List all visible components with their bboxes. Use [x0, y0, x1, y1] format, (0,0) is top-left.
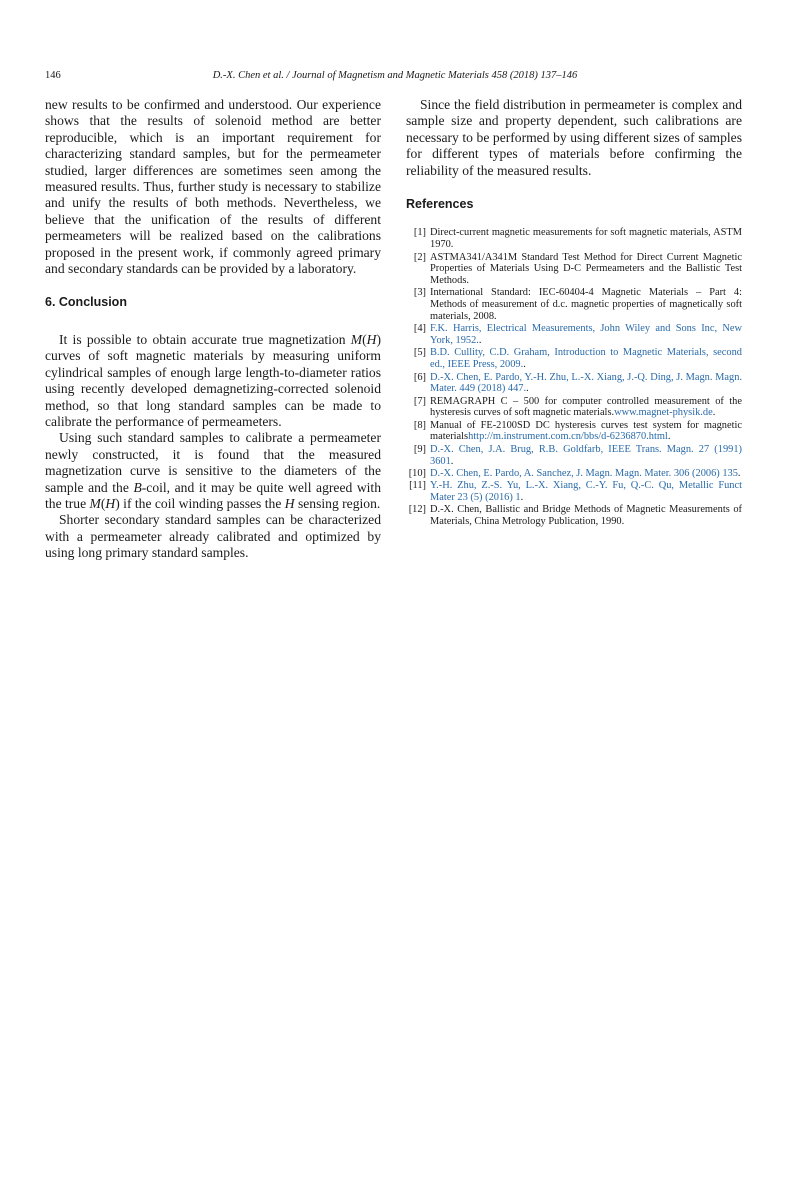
math-symbol: H [105, 495, 116, 511]
reference-item [406, 504, 742, 528]
reference-link[interactable]: D.-X. Chen, E. Pardo, A. Sanchez, J. Magn. Magn. Mater. 306 (2006) 135 [430, 467, 738, 479]
reference-link[interactable]: http://m.instrument.com.cn/bbs/d-6236870.html [468, 431, 668, 443]
reference-citation: REMAGRAPH C – 500 for computer controlled measurement of the hysteresis curves of soft magnetic materials. [430, 395, 742, 419]
text-run: -coil, and it may be quite well agreed with the true [45, 479, 382, 511]
reference-link[interactable]: www.magnet-physik.de [614, 407, 713, 419]
math-symbol: H [284, 495, 295, 511]
math-symbol: M [89, 495, 101, 511]
reference-citation: International Standard: IEC-60404-4 Magnetic Materials – Part 4: Methods of measurement of d.c. magnetic properties of magnetically soft materials, 2008. [430, 287, 742, 323]
reference-number: [12] [408, 504, 426, 516]
reference-number: [2] [413, 251, 426, 263]
section-heading-conclusion: 6. Conclusion [45, 295, 127, 310]
reference-link[interactable]: F.K. Harris, Electrical Measurements, John Wiley and Sons Inc, New York, 1952. [430, 323, 742, 347]
text-run: ) [115, 495, 120, 511]
reference-number: [3] [413, 287, 426, 299]
reference-link[interactable]: Y.-H. Zhu, Z.-S. Yu, L.-X. Xiang, C.-Y. Fu, Q.-C. Qu, Metallic Funct Mater 23 (5) (2016) 1 [430, 480, 742, 503]
text-run: ) [376, 331, 381, 347]
text-run: It is possible to obtain accurate true magnetization [59, 331, 351, 347]
left-column [45, 97, 381, 562]
reference-text: D.-X. Chen, E. Pardo, Y.-H. Zhu, L.-X. Xiang, J.-Q. Ding, J. Magn. Magn. Mater. 449 (2018) 447.. [430, 371, 742, 395]
reference-number: [10] [408, 467, 426, 479]
reference-number: [8] [413, 419, 426, 431]
reference-text [430, 504, 742, 528]
reference-number: [7] [413, 395, 426, 407]
conclusion-paragraph-1 [45, 332, 381, 430]
text-run: curves of soft magnetic materials by measuring uniform cylindrical samples of enough large length-to-diameter ratios using recently developed demagnetizing-corrected solenoid method, so that long standard samples can be made to calibrate the performance of permeameters. [45, 348, 381, 429]
page-header [45, 70, 745, 86]
conclusion-paragraph-3: Shorter secondary standard samples can be characterized with a permeameter already calibrated and optimized by using long primary standard samples. [45, 512, 381, 561]
reference-number: [6] [413, 371, 426, 383]
reference-item [406, 372, 742, 396]
reference-text: F.K. Harris, Electrical Measurements, John Wiley and Sons Inc, New York, 1952.. [430, 323, 742, 347]
reference-number: [11] [409, 480, 426, 492]
math-symbol: H [366, 331, 377, 347]
reference-item [406, 480, 742, 504]
reference-list [406, 227, 742, 527]
reference-link[interactable]: D.-X. Chen, E. Pardo, Y.-H. Zhu, L.-X. Xiang, J.-Q. Ding, J. Magn. Magn. Mater. 449 (2018) 447. [430, 371, 742, 395]
paragraph-continuation: new results to be confirmed and understood. Our experience shows that the results of solenoid method are better reproducible, which is an important requirement for characterizing standard samples, but for the permeameter studied, larger differences are sometimes seen among the measured results. Thus, further study is necessary to stabilize and unify the results of both methods. Nevertheless, we believe that the unification of the results of different permeameters will be realized based on the calibrations proposed in the present work, if commonly agreed primary and secondary standards can be provided by a laboratory. [45, 97, 381, 277]
reference-link[interactable]: B.D. Cullity, C.D. Graham, Introduction to Magnetic Materials, second ed., IEEE Press, 2009. [430, 347, 742, 371]
reference-item [406, 396, 742, 420]
reference-text: D.-X. Chen, E. Pardo, A. Sanchez, J. Magn. Magn. Mater. 306 (2006) 135. [430, 467, 741, 479]
text-run: sensing region. [294, 495, 381, 511]
reference-text [430, 287, 742, 322]
reference-item [406, 444, 742, 468]
reference-number: [1] [413, 227, 426, 239]
reference-item [406, 420, 742, 444]
reference-item [406, 287, 742, 322]
reference-citation: D.-X. Chen, Ballistic and Bridge Methods of Magnetic Measurements of Materials, China Metrology Publication, 1990. [430, 504, 742, 528]
reference-item [406, 323, 742, 347]
reference-item [406, 252, 742, 287]
reference-number: [9] [413, 443, 426, 455]
reference-number: [5] [413, 347, 426, 359]
reference-item [406, 468, 742, 480]
reference-text: Manual of FE-2100SD DC hysteresis curves test system for magnetic materialshttp://m.instrument.com.cn/bbs/d-6236870.html. [430, 419, 742, 443]
reference-link[interactable]: D.-X. Chen, J.A. Brug, R.B. Goldfarb, IEEE Trans. Magn. 27 (1991) 3601 [430, 443, 742, 467]
paragraph-calibration: Since the field distribution in permeameter is complex and sample size and property dependent, such calibrations are necessary to be performed by using different sizes of samples for different types of materials before confirming the reliability of the measured results. [406, 97, 742, 178]
references-heading: References [406, 197, 474, 212]
math-symbol: M [350, 331, 363, 347]
reference-text: REMAGRAPH C – 500 for computer controlled measurement of the hysteresis curves of soft magnetic materials.www.magnet-physik.de. [430, 395, 742, 419]
running-title: D.-X. Chen et al. / Journal of Magnetism and Magnetic Materials 458 (2018) 137–146 [212, 70, 578, 81]
reference-text [430, 252, 742, 287]
reference-citation: Direct-current magnetic measurements for soft magnetic materials, ASTM 1970. [430, 227, 742, 251]
text-run: if the coil winding passes the [119, 495, 285, 511]
reference-citation: ASTMA341/A341M Standard Test Method for Direct Current Magnetic Properties of Materials Using D-C Permeameters and the Ballistic Test Methods. [430, 251, 742, 287]
reference-citation: Manual of FE-2100SD DC hysteresis curves test system for magnetic materials [430, 419, 742, 443]
reference-text: Y.-H. Zhu, Z.-S. Yu, L.-X. Xiang, C.-Y. Fu, Q.-C. Qu, Metallic Funct Mater 23 (5) (2016) 1. [430, 480, 742, 503]
right-column [406, 97, 742, 528]
reference-text: D.-X. Chen, J.A. Brug, R.B. Goldfarb, IEEE Trans. Magn. 27 (1991) 3601. [430, 443, 742, 467]
text-run: ( [100, 495, 106, 511]
page-number: 146 [45, 70, 61, 81]
reference-item [406, 347, 742, 371]
text-run: Using such standard samples to calibrate a permeameter newly constructed, it is found that the measured magnetization curve is sensitive to the diameters of the sample and the [45, 430, 381, 495]
conclusion-paragraph-2 [45, 430, 381, 512]
math-symbol: B [133, 479, 142, 495]
reference-text: B.D. Cullity, C.D. Graham, Introduction to Magnetic Materials, second ed., IEEE Press, 2009.. [430, 347, 742, 371]
text-run: ( [362, 331, 367, 347]
reference-number: [4] [413, 323, 426, 335]
reference-item [406, 227, 742, 251]
reference-text [430, 227, 742, 251]
